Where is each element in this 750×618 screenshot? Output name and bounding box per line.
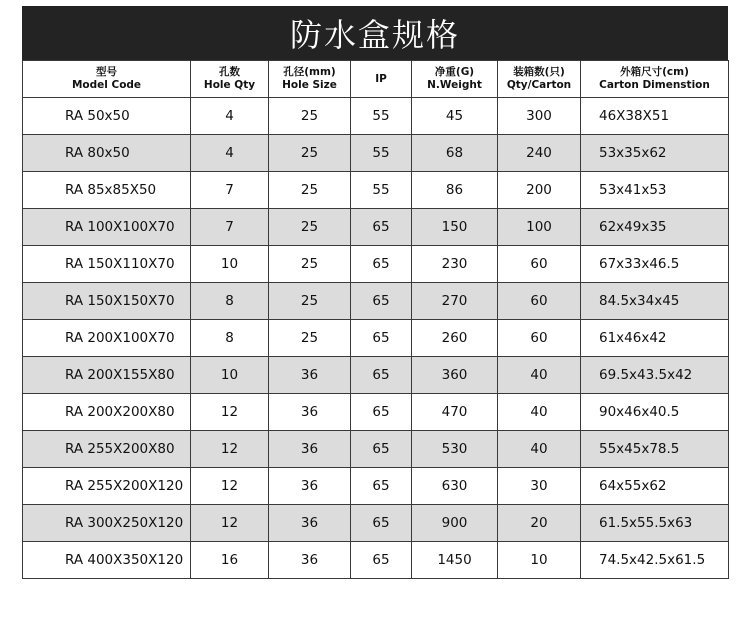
cell-hole-size: 36: [269, 468, 351, 505]
header-hole-size: 孔径(mm) Hole Size: [269, 61, 351, 98]
table-row: [23, 505, 729, 542]
cell-net-weight: 150: [412, 209, 498, 246]
cell-qty-carton: 10: [498, 542, 581, 579]
cell-model-code: RA 255X200X120: [23, 468, 191, 505]
cell-net-weight: 270: [412, 283, 498, 320]
cell-ip: 65: [351, 209, 412, 246]
cell-qty-carton: 200: [498, 172, 581, 209]
table-row: [23, 246, 729, 283]
cell-ip: 65: [351, 431, 412, 468]
cell-model-code: RA 150X150X70: [23, 283, 191, 320]
cell-hole-qty: 12: [191, 431, 269, 468]
cell-qty-carton: 60: [498, 320, 581, 357]
cell-hole-size: 36: [269, 357, 351, 394]
cell-ip: 55: [351, 172, 412, 209]
cell-hole-size: 25: [269, 320, 351, 357]
cell-hole-size: 25: [269, 283, 351, 320]
cell-qty-carton: 100: [498, 209, 581, 246]
cell-model-code: RA 50x50: [23, 98, 191, 135]
table-row: [23, 172, 729, 209]
table-row: [23, 542, 729, 579]
cell-hole-qty: 4: [191, 98, 269, 135]
cell-carton-dimension: 69.5x43.5x42: [581, 357, 729, 394]
cell-ip: 65: [351, 320, 412, 357]
cell-qty-carton: 40: [498, 357, 581, 394]
cell-carton-dimension: 74.5x42.5x61.5: [581, 542, 729, 579]
cell-hole-qty: 4: [191, 135, 269, 172]
cell-hole-qty: 7: [191, 172, 269, 209]
cell-model-code: RA 150X110X70: [23, 246, 191, 283]
cell-net-weight: 86: [412, 172, 498, 209]
cell-hole-size: 36: [269, 431, 351, 468]
cell-hole-qty: 8: [191, 320, 269, 357]
cell-hole-qty: 12: [191, 505, 269, 542]
cell-carton-dimension: 55x45x78.5: [581, 431, 729, 468]
cell-net-weight: 630: [412, 468, 498, 505]
cell-ip: 65: [351, 394, 412, 431]
table-row: [23, 283, 729, 320]
cell-ip: 65: [351, 468, 412, 505]
cell-hole-size: 25: [269, 246, 351, 283]
cell-qty-carton: 300: [498, 98, 581, 135]
cell-hole-qty: 12: [191, 394, 269, 431]
cell-net-weight: 1450: [412, 542, 498, 579]
cell-hole-size: 25: [269, 209, 351, 246]
cell-hole-size: 36: [269, 542, 351, 579]
cell-net-weight: 470: [412, 394, 498, 431]
cell-hole-size: 25: [269, 172, 351, 209]
cell-model-code: RA 200X200X80: [23, 394, 191, 431]
cell-model-code: RA 200X100X70: [23, 320, 191, 357]
cell-ip: 55: [351, 135, 412, 172]
cell-carton-dimension: 64x55x62: [581, 468, 729, 505]
cell-model-code: RA 80x50: [23, 135, 191, 172]
table-row: [23, 209, 729, 246]
table-row: [23, 357, 729, 394]
cell-carton-dimension: 53x41x53: [581, 172, 729, 209]
cell-carton-dimension: 62x49x35: [581, 209, 729, 246]
cell-qty-carton: 240: [498, 135, 581, 172]
cell-hole-qty: 10: [191, 357, 269, 394]
cell-carton-dimension: 61.5x55.5x63: [581, 505, 729, 542]
cell-net-weight: 230: [412, 246, 498, 283]
cell-net-weight: 68: [412, 135, 498, 172]
cell-hole-qty: 12: [191, 468, 269, 505]
cell-net-weight: 900: [412, 505, 498, 542]
cell-qty-carton: 40: [498, 394, 581, 431]
cell-qty-carton: 30: [498, 468, 581, 505]
cell-net-weight: 360: [412, 357, 498, 394]
cell-carton-dimension: 90x46x40.5: [581, 394, 729, 431]
table-row: [23, 431, 729, 468]
cell-hole-size: 25: [269, 135, 351, 172]
cell-hole-qty: 8: [191, 283, 269, 320]
header-net-weight: 净重(G) N.Weight: [412, 61, 498, 98]
cell-qty-carton: 40: [498, 431, 581, 468]
cell-qty-carton: 20: [498, 505, 581, 542]
cell-model-code: RA 255X200X80: [23, 431, 191, 468]
header-ip: IP: [351, 61, 412, 98]
page-title: 防水盒规格: [289, 16, 460, 54]
cell-carton-dimension: 61x46x42: [581, 320, 729, 357]
cell-ip: 55: [351, 98, 412, 135]
cell-net-weight: 530: [412, 431, 498, 468]
cell-hole-size: 36: [269, 505, 351, 542]
cell-hole-qty: 7: [191, 209, 269, 246]
cell-hole-size: 36: [269, 394, 351, 431]
table-row: [23, 320, 729, 357]
cell-ip: 65: [351, 357, 412, 394]
cell-qty-carton: 60: [498, 283, 581, 320]
cell-hole-size: 25: [269, 98, 351, 135]
table-row: [23, 135, 729, 172]
cell-carton-dimension: 53x35x62: [581, 135, 729, 172]
spec-table: [22, 60, 729, 579]
header-model-code: 型号 Model Code: [23, 61, 191, 98]
cell-net-weight: 45: [412, 98, 498, 135]
cell-model-code: RA 85x85X50: [23, 172, 191, 209]
cell-qty-carton: 60: [498, 246, 581, 283]
cell-ip: 65: [351, 283, 412, 320]
header-qty-carton: 装箱数(只) Qty/Carton: [498, 61, 581, 98]
cell-model-code: RA 300X250X120: [23, 505, 191, 542]
cell-model-code: RA 400X350X120: [23, 542, 191, 579]
cell-carton-dimension: 67x33x46.5: [581, 246, 729, 283]
cell-carton-dimension: 84.5x34x45: [581, 283, 729, 320]
table-row: [23, 468, 729, 505]
cell-ip: 65: [351, 542, 412, 579]
cell-hole-qty: 16: [191, 542, 269, 579]
cell-model-code: RA 200X155X80: [23, 357, 191, 394]
header-row: [23, 61, 729, 98]
cell-ip: 65: [351, 505, 412, 542]
table-row: [23, 394, 729, 431]
cell-ip: 65: [351, 246, 412, 283]
cell-net-weight: 260: [412, 320, 498, 357]
table-row: [23, 98, 729, 135]
cell-carton-dimension: 46X38X51: [581, 98, 729, 135]
page-title-bar: [22, 6, 728, 60]
cell-hole-qty: 10: [191, 246, 269, 283]
header-carton-dimension: 外箱尺寸(cm) Carton Dimenstion: [581, 61, 729, 98]
header-hole-qty: 孔数 Hole Qty: [191, 61, 269, 98]
cell-model-code: RA 100X100X70: [23, 209, 191, 246]
